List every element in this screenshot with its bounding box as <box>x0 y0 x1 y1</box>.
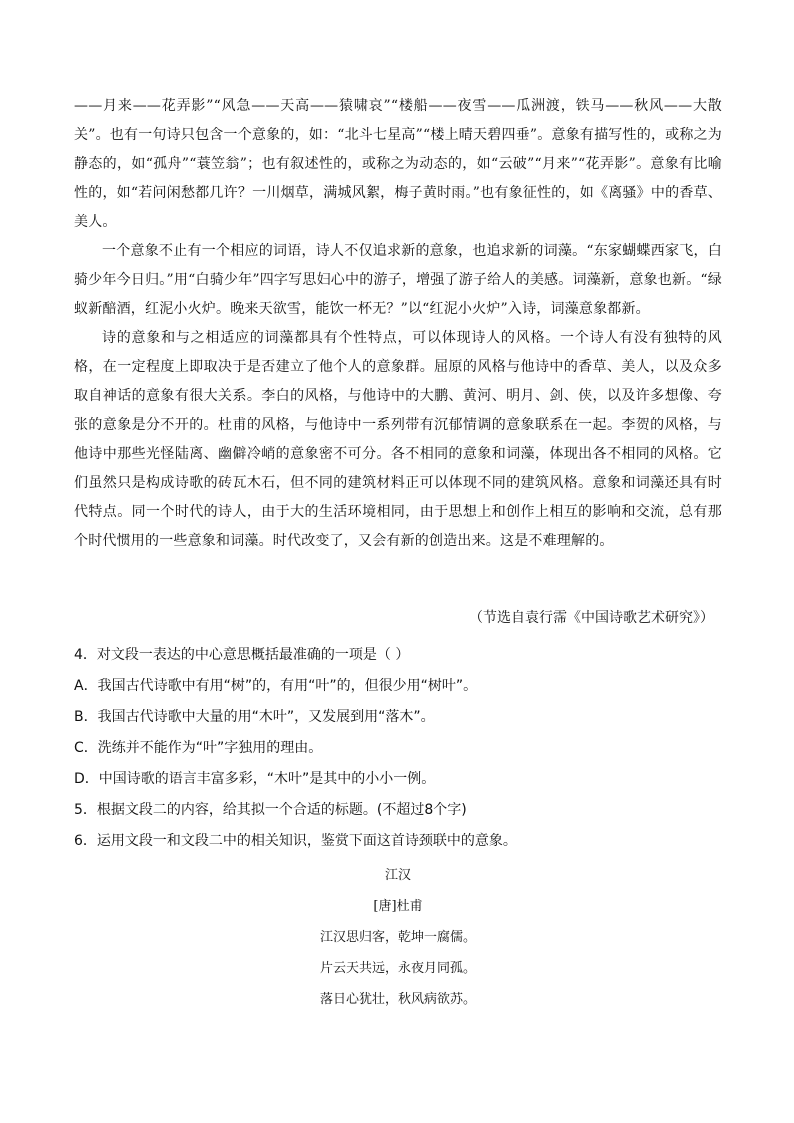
passage-paragraph-1: ——月来——花弄影”“风急——天高——猿啸哀”“楼船——夜雪——瓜洲渡，铁马——秋风——大散关”。也有一句诗只包含一个意象的，如：“北斗七星高”“楼上晴天碧四垂”。意象有描写性的，或称之为静态的，如“孤舟”“蓑笠翁”；也有叙述性的，或称之为动态的，如“云破”“月来”“花弄影”。意象有比喻性的，如“若问闲愁都几许？一川烟草，满城风絮，梅子黄时雨。”也有象征性的，如《离骚》中的香草、美人。 <box>74 98 722 230</box>
question-5: 5．根据文段二的内容，给其拟一个合适的标题。(不超过8个字) <box>74 802 467 818</box>
question-4: 4．对文段一表达的中心意思概括最准确的一项是（ ） <box>74 647 410 663</box>
poem <box>74 860 722 1015</box>
passage-paragraph-2: 一个意象不止有一个相应的词语，诗人不仅追求新的意象，也追求新的词藻。“东家蝴蝶西家飞，白骑少年今日归。”用“白骑少年”四字写思妇心中的游子，增强了游子给人的美感。词藻新，意象也新。“绿蚁新醅酒，红泥小火炉。晚来天欲雪，能饮一杯无？”以“红泥小火炉”入诗，词藻意象都新。 <box>74 243 722 317</box>
question-4-option-a: A．我国古代诗歌中有用“树”的，有用“叶”的，但很少用“树叶”。 <box>74 678 478 694</box>
poem-line-2: 片云天共远，永夜月同孤。 <box>319 961 476 976</box>
passage-paragraph-3: 诗的意象和与之相适应的词藻都具有个性特点，可以体现诗人的风格。一个诗人有没有独特的风格，在一定程度上即取决于是否建立了他个人的意象群。屈原的风格与他诗中的香草、美人，以及众多取自神话的意象有很大关系。李白的风格，与他诗中的大鹏、黄河、明月、剑、侠，以及许多想像、夸张的意象是分不开的。杜甫的风格，与他诗中一系列带有沉郁情调的意象联系在一起。李贺的风格，与他诗中那些光怪陆离、幽僻冷峭的意象密不可分。各不相同的意象和词藻，体现出各不相同的风格。它们虽然只是构成诗歌的砖瓦木石，但不同的建筑材料正可以体现不同的建筑风格。意象和词藻还具有时代特点。同一个时代的诗人，由于大的生活环境相同，由于思想上和创作上相互的影响和交流，总有那个时代惯用的一些意象和词藻。时代改变了，又会有新的创造出来。这是不难理解的。 <box>74 330 722 549</box>
question-6: 6．运用文段一和文段二中的相关知识，鉴赏下面这首诗颈联中的意象。 <box>74 833 517 849</box>
question-4-option-d: D．中国诗歌的语言丰富多彩，“木叶”是其中的小小一例。 <box>74 771 436 787</box>
passage-source: （节选自袁行霈《中国诗歌艺术研究》） <box>469 610 714 626</box>
poem-line-3: 落日心犹壮，秋风病欲苏。 <box>319 992 476 1007</box>
questions-section <box>74 640 722 857</box>
reading-passage <box>74 92 722 556</box>
poem-line-1: 江汉思归客，乾坤一腐儒。 <box>319 930 476 945</box>
question-4-option-b: B．我国古代诗歌中大量的用“木叶”，又发展到用“落木”。 <box>74 709 435 725</box>
question-4-option-c: C．洗练并不能作为“叶”字独用的理由。 <box>74 740 323 756</box>
poem-author: [唐]杜甫 <box>373 899 423 914</box>
poem-title: 江汉 <box>384 868 411 883</box>
